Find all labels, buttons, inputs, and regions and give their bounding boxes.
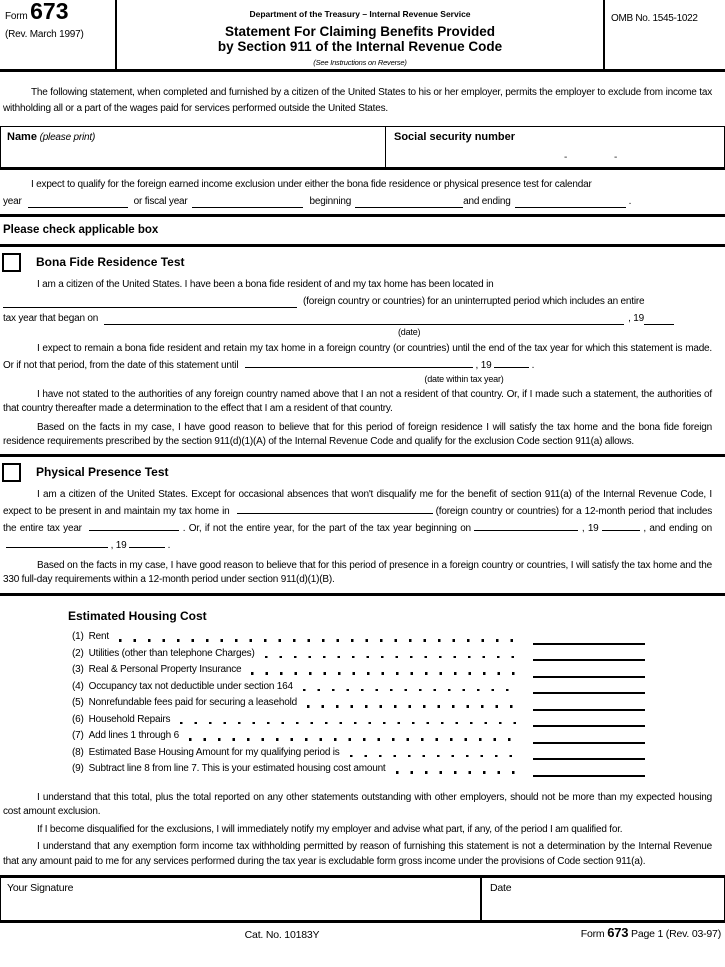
dot-leader — [396, 771, 519, 774]
entire-tax-year-field[interactable] — [89, 520, 179, 531]
agency-line: Department of the Treasury – Internal Revenue Service — [249, 9, 471, 19]
qualify-year-label: year — [3, 196, 22, 207]
bona-fide-p1-line2 — [3, 293, 712, 310]
housing-item-label: Rent — [88, 631, 109, 642]
omb-box — [603, 0, 725, 69]
housing-amount-field-6[interactable] — [533, 724, 645, 727]
housing-row-1 — [72, 628, 645, 645]
housing-item-label: Nonrefundable fees paid for securing a leasehold — [88, 697, 297, 708]
bona-fide-p4: Based on the facts in my case, I have good reason to believe that for this period of foreign residence I will satisfy the tax home and the bona fide foreign residence requirements prescribed by the section 911(d)(1)(A) of the Internal Revenue Code and qualify for the exclusion Code section 911(a) allows. — [3, 421, 712, 447]
housing-item-number: (1) — [72, 631, 84, 642]
housing-item-label: Real & Personal Property Insurance — [88, 664, 242, 675]
housing-title: Estimated Housing Cost — [68, 608, 207, 623]
housing-item-number: (6) — [72, 713, 84, 725]
housing-item-number: (5) — [72, 697, 84, 708]
footer-form-number: 673 — [607, 925, 629, 940]
dot-leader — [265, 656, 519, 659]
housing-item-label: Estimated Base Housing Amount for my qualifying period is — [88, 746, 340, 758]
intro-paragraph: The following statement, when completed and furnished by a citizen of the United States to his or her employer, permits the employer to exclude from income tax withholding all or a part of the wages paid for services performed outside the United States. — [3, 87, 712, 114]
footer-page-revision: Page 1 (Rev. 03-97) — [631, 928, 721, 940]
dot-leader — [307, 705, 519, 708]
bona-fide-section — [0, 253, 725, 450]
housing-row-5 — [72, 694, 645, 711]
dot-leader — [119, 639, 519, 642]
form-title-line2: by Section 911 of the Internal Revenue Code — [217, 38, 503, 54]
form-title-line1: Statement For Claiming Benefits Provided — [224, 23, 496, 39]
qualify-beginning-label: beginning — [309, 196, 352, 207]
form-word: Form — [5, 11, 28, 22]
part-year-begin-year-field[interactable] — [602, 520, 640, 531]
housing-item-number: (7) — [72, 730, 84, 741]
closing-p3: I understand that any exemption form income tax withholding permitted by reason of furnishing this statement is not a determination by the Internal Revenue that any amount paid to me for any services performed during the tax year is excludable form gross income under the provisions of Code section 911(a). — [3, 841, 712, 867]
part-year-end-year-field[interactable] — [129, 537, 165, 548]
bona-fide-p1-line1: I am a citizen of the United States. I have been a bona fide resident of and my tax home has been located in — [37, 278, 494, 290]
ssn-label: Social security number — [394, 131, 516, 143]
dot-leader — [303, 689, 519, 692]
physical-p1-19a: , 19 — [581, 522, 599, 534]
housing-item-label: Household Repairs — [88, 713, 171, 725]
statement-until-year-field[interactable] — [494, 357, 529, 368]
tax-year-began-year-field[interactable] — [644, 314, 674, 325]
see-instructions: (See Instructions on Reverse) — [313, 57, 407, 67]
housing-amount-field-7[interactable] — [533, 741, 645, 744]
housing-item-number: (2) — [72, 647, 84, 659]
housing-item-label: Occupancy tax not deductible under section 164 — [88, 680, 293, 692]
form-revision: (Rev. March 1997) — [5, 28, 84, 40]
closing-p2: If I become disqualified for the exclusions, I will immediately notify my employer and advise what part, if any, of the period I am qualified for. — [37, 823, 623, 835]
bona-fide-p2 — [3, 340, 712, 374]
physical-p1-period: . — [167, 539, 171, 551]
date-field[interactable] — [482, 878, 724, 920]
bona-fide-19-label: , 19 — [628, 312, 644, 324]
foreign-country-field[interactable] — [3, 297, 297, 308]
name-label: Name — [7, 131, 37, 143]
housing-item-number: (3) — [72, 664, 84, 675]
housing-item-label: Utilities (other than telephone Charges) — [88, 647, 255, 659]
omb-number: OMB No. 1545-1022 — [611, 13, 698, 24]
housing-item-number: (8) — [72, 746, 84, 758]
ssn-field[interactable] — [386, 127, 724, 167]
physical-p1-text1: I am a citizen of the United States. Except for occasional absences that won't disqualify me for the benefit of section 911(a) of the Internal Revenue Code, I expect to be present in and maintain my tax home in — [3, 488, 712, 517]
form-header — [0, 0, 725, 72]
qualify-line1: I expect to qualify for the foreign earned income exclusion under either the bona fide residence or physical presence test for calendar — [31, 179, 592, 190]
physical-presence-checkbox[interactable] — [2, 463, 21, 482]
closing-p1: I understand that this total, plus the total reported on any other statements outstanding with other employers, should not be more than my expected housing cost amount exclusion. — [3, 791, 712, 817]
tax-year-began-date-field[interactable] — [104, 314, 624, 325]
housing-amount-field-4[interactable] — [533, 691, 645, 694]
housing-amount-field-1[interactable] — [533, 642, 645, 645]
signature-field[interactable] — [1, 878, 482, 920]
housing-row-9 — [72, 760, 645, 777]
housing-row-6 — [72, 711, 645, 728]
bona-fide-p2-19: , 19 — [475, 359, 492, 371]
footer-form-line — [581, 926, 721, 942]
bona-fide-p2-text: I expect to remain a bona fide resident and retain my tax home in a foreign country (or countries) until the end of the tax year for which this statement is made. Or if not that period, from the date of this statement until — [3, 342, 712, 371]
qualify-line2 — [3, 193, 712, 210]
housing-amount-field-9[interactable] — [533, 774, 645, 777]
physical-p2: Based on the facts in my case, I have good reason to believe that for this period of presence in a foreign country or countries, I will satisfy the tax home and the 330 full-day requirements within a 12-month period under section 911(d)(1)(B). — [3, 559, 712, 585]
statement-until-date-field[interactable] — [245, 357, 473, 368]
date-within-tax-year-caption: (date within tax year) — [424, 373, 504, 384]
form-number: 673 — [30, 0, 69, 24]
physical-p1-ending-label: , and ending on — [643, 522, 712, 534]
name-hint: (please print) — [39, 132, 96, 143]
date-caption: (date) — [398, 326, 421, 337]
housing-item-number: (9) — [72, 763, 84, 774]
divider-physical-housing — [0, 593, 725, 596]
check-applicable-heading: Please check applicable box — [3, 224, 159, 236]
dot-leader — [350, 755, 519, 758]
signature-label: Your Signature — [7, 882, 74, 894]
page-footer — [0, 923, 725, 945]
housing-row-8 — [72, 744, 645, 761]
ending-date-field[interactable] — [515, 197, 626, 208]
part-year-end-date-field[interactable] — [6, 537, 108, 548]
bona-fide-p3: I have not stated to the authorities of any foreign country named above that I an not a resident of that country. Or, if I made such a statement, the authorities of that country thereafter made a determination to the effect that I am a resident of that country. — [3, 388, 712, 414]
housing-row-4 — [72, 678, 645, 695]
fiscal-year-field[interactable] — [192, 197, 303, 208]
bona-fide-p1-line3 — [3, 310, 712, 327]
name-field[interactable] — [1, 127, 386, 167]
dot-leader — [180, 722, 519, 725]
housing-amount-field-5[interactable] — [533, 708, 645, 711]
dot-leader — [251, 672, 519, 675]
divider-below-check-heading — [0, 244, 725, 247]
housing-amount-field-8[interactable] — [533, 757, 645, 760]
housing-row-7 — [72, 727, 645, 744]
housing-section — [0, 609, 725, 777]
date-label: Date — [490, 882, 512, 894]
bona-fide-checkbox[interactable] — [2, 253, 21, 272]
signature-box — [0, 875, 725, 923]
footer-form-word: Form — [580, 928, 605, 940]
physical-p1 — [3, 486, 712, 554]
physical-p1-foreign-label: (foreign country or countries) for — [435, 505, 574, 517]
housing-amount-field-3[interactable] — [533, 675, 645, 678]
physical-presence-section — [0, 463, 725, 588]
catalog-number: Cat. No. 10183Y — [244, 929, 320, 941]
dot-leader — [189, 738, 519, 741]
bona-fide-title: Bona Fide Residence Test — [36, 254, 185, 269]
physical-foreign-country-field[interactable] — [237, 503, 433, 514]
bona-fide-p2-period: . — [531, 359, 535, 371]
divider-bona-fide-physical — [0, 454, 725, 457]
physical-p1-19b: , 19 — [110, 539, 127, 551]
ssn-separator-1: - — [564, 152, 568, 163]
qualify-ending-label: and ending — [463, 196, 511, 207]
housing-item-number: (4) — [72, 680, 84, 692]
housing-row-2 — [72, 645, 645, 662]
form-title-box — [117, 0, 603, 69]
calendar-year-field[interactable] — [28, 197, 128, 208]
housing-item-label: Add lines 1 through 6 — [88, 730, 179, 741]
housing-row-3 — [72, 661, 645, 678]
beginning-date-field[interactable] — [355, 197, 463, 208]
qualify-fiscal-label: or fiscal year — [133, 196, 188, 207]
bona-fide-p1-line2-text: (foreign country or countries) for an uninterrupted period which includes an entire — [303, 295, 645, 307]
housing-amount-field-2[interactable] — [533, 658, 645, 661]
form-number-box — [0, 0, 117, 69]
bona-fide-p1-line3-text: tax year that began on — [3, 312, 99, 324]
physical-p1-text2: a 12-month period that includes the entire tax year — [3, 505, 712, 534]
physical-p1-text3: . Or, if not the entire year, for the part of the tax year beginning on — [182, 522, 471, 534]
ssn-separator-2: - — [614, 152, 618, 163]
qualify-period: . — [628, 196, 632, 207]
physical-presence-title: Physical Presence Test — [36, 464, 169, 479]
part-year-begin-date-field[interactable] — [474, 520, 578, 531]
name-ssn-box — [0, 126, 725, 170]
housing-item-label: Subtract line 8 from line 7. This is your estimated housing cost amount — [88, 763, 386, 774]
